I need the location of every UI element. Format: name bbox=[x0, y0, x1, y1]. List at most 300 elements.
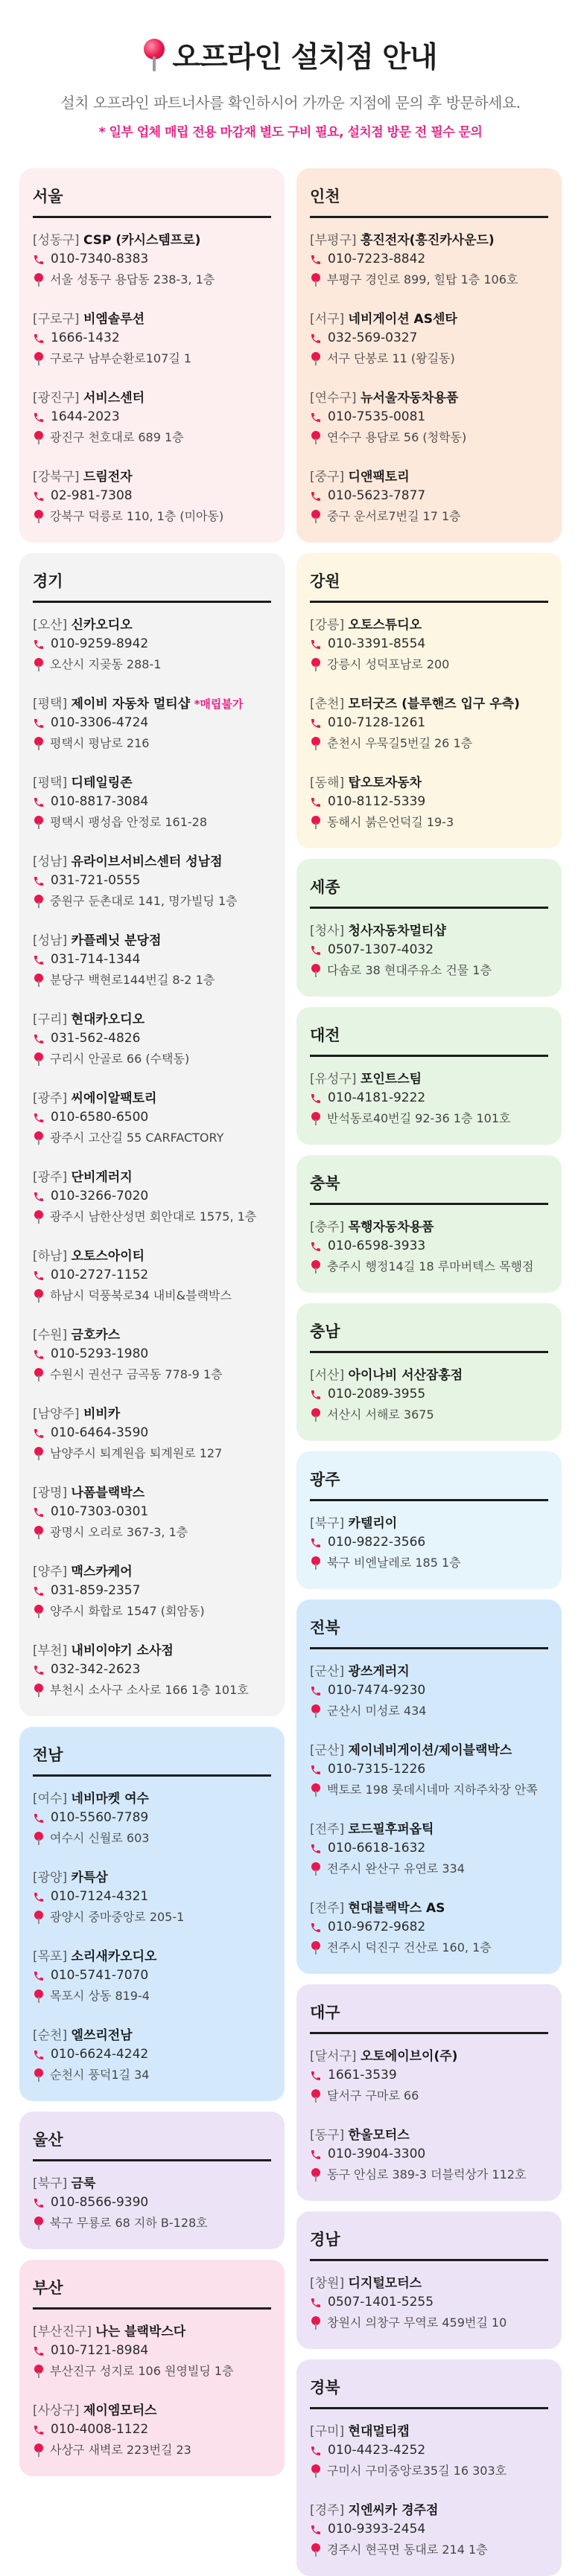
store-phone-line bbox=[33, 2045, 271, 2065]
store-entry bbox=[310, 2048, 548, 2106]
store-name: 현대블랙박스 AS bbox=[348, 1901, 445, 1916]
store-phone[interactable]: 010-6624-4242 bbox=[51, 2047, 149, 2062]
store-entry bbox=[33, 1326, 271, 1384]
store-phone[interactable]: 031-859-2357 bbox=[51, 1583, 141, 1598]
store-phone-line bbox=[310, 634, 548, 654]
phone-icon bbox=[33, 1664, 45, 1676]
store-name-line bbox=[310, 695, 548, 713]
map-pin-icon bbox=[311, 2167, 321, 2182]
store-entry bbox=[33, 389, 271, 447]
store-address: 백토로 198 롯데시네마 지하주차장 안쪽 bbox=[327, 1783, 538, 1797]
store-address-line bbox=[310, 506, 548, 526]
store-phone-line bbox=[310, 328, 548, 348]
map-pin-icon bbox=[34, 894, 44, 909]
store-phone[interactable]: 02-981-7308 bbox=[51, 488, 133, 503]
store-address-line bbox=[33, 1986, 271, 2006]
region-card bbox=[296, 1599, 562, 1974]
store-address: 북구 비엔날레로 185 1층 bbox=[327, 1556, 461, 1570]
phone-icon bbox=[310, 1241, 322, 1253]
store-entry bbox=[33, 2027, 271, 2085]
store-address: 광명시 오리로 367-3, 1층 bbox=[50, 1525, 188, 1539]
store-name-line bbox=[33, 468, 271, 486]
map-pin-icon bbox=[34, 2443, 44, 2458]
store-phone[interactable]: 010-7303-0301 bbox=[51, 1504, 149, 1519]
store-phone[interactable]: 010-3306-4724 bbox=[51, 715, 149, 730]
store-area: [하남] bbox=[33, 1249, 68, 1264]
store-name: 오토에이브이(주) bbox=[360, 2049, 458, 2064]
map-pin-icon bbox=[311, 736, 321, 751]
store-address: 경주시 현곡면 동대로 214 1층 bbox=[327, 2543, 488, 2557]
store-entry bbox=[310, 1367, 548, 1425]
store-name-line bbox=[310, 468, 548, 486]
store-phone-line bbox=[33, 1344, 271, 1364]
store-phone[interactable]: 010-7121-8984 bbox=[51, 2343, 149, 2358]
store-phone-line bbox=[33, 1108, 271, 1128]
store-phone-line bbox=[310, 2292, 548, 2313]
map-pin-icon bbox=[311, 1861, 321, 1876]
store-entry bbox=[33, 853, 271, 911]
store-area: [양주] bbox=[33, 1565, 68, 1579]
store-phone[interactable]: 010-6618-1632 bbox=[328, 1841, 426, 1856]
map-pin-icon bbox=[34, 430, 44, 445]
store-address-line bbox=[310, 654, 548, 674]
region-card bbox=[296, 859, 562, 997]
store-entry bbox=[33, 695, 271, 753]
store-address: 북구 무룡로 68 지하 B-128호 bbox=[50, 2216, 208, 2230]
store-area: [구로구] bbox=[33, 312, 80, 327]
store-name: 오토스아이티 bbox=[71, 1249, 145, 1264]
store-address-line bbox=[33, 1907, 271, 1927]
map-pin-icon bbox=[311, 2315, 321, 2330]
store-address: 여수시 신월로 603 bbox=[50, 1831, 150, 1845]
store-phone[interactable]: 010-5623-7877 bbox=[328, 488, 426, 503]
store-phone-line bbox=[33, 2420, 271, 2440]
store-name-line bbox=[33, 616, 271, 634]
store-name: 비엠솔루션 bbox=[83, 312, 145, 327]
store-address-line bbox=[33, 1601, 271, 1621]
map-pin-icon bbox=[311, 657, 321, 672]
phone-icon bbox=[33, 1970, 45, 1982]
map-pin-icon bbox=[311, 815, 321, 830]
store-address: 양주시 화합로 1547 (회암동) bbox=[50, 1604, 205, 1618]
store-address-line bbox=[33, 348, 271, 368]
store-phone-line bbox=[310, 1760, 548, 1780]
phone-icon bbox=[33, 1891, 45, 1903]
map-pin-icon bbox=[34, 1288, 44, 1303]
store-area: [강릉] bbox=[310, 618, 345, 633]
store-name-line bbox=[33, 1563, 271, 1581]
region-title: 서울 bbox=[33, 185, 271, 218]
store-name-line bbox=[310, 616, 548, 634]
store-address-line bbox=[33, 812, 271, 832]
region-card bbox=[296, 1303, 562, 1441]
store-area: [목포] bbox=[33, 1949, 68, 1964]
store-name-line bbox=[310, 2275, 548, 2292]
store-address: 중구 운서로7번길 17 1층 bbox=[327, 509, 461, 523]
store-address-line bbox=[310, 1780, 548, 1800]
store-phone[interactable]: 031-562-4826 bbox=[51, 1031, 141, 1046]
store-name: 제이네비게이션/제이블랙박스 bbox=[348, 1743, 512, 1758]
store-address-line bbox=[310, 812, 548, 832]
phone-icon bbox=[33, 639, 45, 651]
store-phone-line bbox=[33, 713, 271, 733]
store-phone-line bbox=[33, 1808, 271, 1828]
store-phone[interactable]: 032-342-2623 bbox=[51, 1662, 141, 1677]
store-name: 서비스센터 bbox=[83, 391, 145, 406]
store-name: 드림전자 bbox=[83, 470, 133, 485]
store-area: [유성구] bbox=[310, 1072, 357, 1087]
map-pin-icon bbox=[311, 1556, 321, 1570]
store-phone[interactable]: 0507-1401-5255 bbox=[328, 2295, 434, 2310]
store-address-line bbox=[33, 1285, 271, 1305]
store-phone[interactable]: 010-9672-9682 bbox=[328, 1920, 426, 1934]
phone-icon bbox=[33, 412, 45, 424]
store-entry bbox=[310, 774, 548, 832]
phone-icon bbox=[310, 1537, 322, 1549]
phone-icon bbox=[310, 717, 322, 729]
store-address-line bbox=[33, 2065, 271, 2085]
store-name: 흥진전자(흥진카사운드) bbox=[360, 233, 495, 248]
phone-icon bbox=[310, 1843, 322, 1855]
store-entry bbox=[310, 389, 548, 447]
store-phone-line bbox=[310, 940, 548, 960]
store-name: 목행자동차용품 bbox=[348, 1220, 434, 1235]
store-area: [성동구] bbox=[33, 233, 80, 248]
store-phone[interactable]: 010-4008-1122 bbox=[51, 2422, 149, 2437]
header bbox=[0, 34, 581, 140]
map-pin-icon bbox=[34, 1367, 44, 1382]
phone-icon bbox=[310, 1922, 322, 1934]
phone-icon bbox=[310, 639, 322, 651]
store-name: 네비마켓 여수 bbox=[71, 1792, 149, 1806]
region-title: 경기 bbox=[33, 569, 271, 603]
map-pin-icon bbox=[34, 1131, 44, 1145]
store-address: 강릉시 성덕포남로 200 bbox=[327, 657, 450, 671]
store-phone[interactable]: 010-3904-3300 bbox=[328, 2147, 426, 2161]
store-phone[interactable]: 010-6580-6500 bbox=[51, 1110, 149, 1125]
store-phone[interactable]: 010-9259-8942 bbox=[51, 636, 149, 651]
store-area: [군산] bbox=[310, 1743, 345, 1758]
store-entry bbox=[310, 695, 548, 753]
store-phone[interactable]: 010-7223-8842 bbox=[328, 252, 426, 266]
store-phone[interactable]: 1644-2023 bbox=[51, 409, 120, 424]
region-title: 전북 bbox=[310, 1616, 548, 1649]
store-name-line bbox=[33, 2027, 271, 2045]
store-phone[interactable]: 010-7128-1261 bbox=[328, 715, 426, 730]
store-area: [광주] bbox=[33, 1170, 68, 1185]
store-address-line bbox=[310, 1937, 548, 1957]
store-entry bbox=[33, 1869, 271, 1927]
store-name: 카텔리이 bbox=[348, 1516, 398, 1531]
store-name-line bbox=[33, 1790, 271, 1808]
store-phone[interactable]: 010-9822-3566 bbox=[328, 1535, 426, 1550]
store-address-line bbox=[310, 269, 548, 290]
store-name-line bbox=[33, 1169, 271, 1186]
store-name-line bbox=[33, 1326, 271, 1344]
region-title: 경남 bbox=[310, 2228, 548, 2261]
store-name: 청사자동차멀티샵 bbox=[348, 924, 446, 939]
store-address: 전주시 덕진구 건산로 160, 1층 bbox=[327, 1940, 492, 1955]
store-phone-line bbox=[33, 792, 271, 812]
store-phone[interactable]: 010-6464-3590 bbox=[51, 1425, 149, 1440]
map-pin-icon bbox=[34, 657, 44, 672]
store-address: 부평구 경인로 899, 힐탑 1층 106호 bbox=[327, 272, 518, 287]
store-name-line bbox=[33, 2402, 271, 2420]
store-phone[interactable]: 010-3266-7020 bbox=[51, 1189, 149, 1204]
page-subtitle: 설치 오프라인 파트너사를 확인하시어 가까운 지점에 문의 후 방문하세요. bbox=[60, 94, 521, 112]
store-address: 동해시 붉은언덕길 19-3 bbox=[327, 815, 454, 829]
store-phone-line bbox=[310, 1533, 548, 1553]
store-name: 디지털모터스 bbox=[348, 2276, 422, 2291]
map-pin-icon bbox=[311, 1111, 321, 1126]
store-name-line bbox=[310, 310, 548, 328]
store-phone[interactable]: 010-3391-8554 bbox=[328, 636, 426, 651]
store-address-line bbox=[310, 960, 548, 980]
store-phone[interactable]: 010-7535-0081 bbox=[328, 409, 426, 424]
store-entry bbox=[33, 2323, 271, 2381]
phone-icon bbox=[310, 2149, 322, 2161]
store-name: 유라이브서비스센터 성남점 bbox=[71, 854, 223, 869]
store-phone-line bbox=[33, 1581, 271, 1601]
store-address: 동구 안심로 389-3 더블럭상가 112호 bbox=[327, 2167, 527, 2182]
store-entry bbox=[310, 616, 548, 674]
store-name-line bbox=[310, 1070, 548, 1088]
region-card bbox=[19, 553, 285, 1716]
map-pin-icon bbox=[34, 1209, 44, 1224]
store-area: [남양주] bbox=[33, 1407, 80, 1422]
store-phone[interactable]: 010-8112-5339 bbox=[328, 794, 426, 809]
store-area: [부산진구] bbox=[33, 2324, 92, 2339]
store-name: 포인트스팀 bbox=[360, 1072, 422, 1087]
store-address-line bbox=[310, 2086, 548, 2106]
store-address: 춘천시 우묵길5번길 26 1층 bbox=[327, 736, 473, 750]
store-name-line bbox=[33, 1247, 271, 1265]
store-entry bbox=[310, 2502, 548, 2560]
map-pin-icon bbox=[34, 1831, 44, 1846]
store-entry bbox=[33, 310, 271, 368]
store-name-line bbox=[33, 1948, 271, 1966]
phone-icon bbox=[33, 2049, 45, 2061]
store-phone[interactable]: 010-8566-9390 bbox=[51, 2195, 149, 2210]
map-pin-icon bbox=[311, 1259, 321, 1274]
store-phone-line bbox=[310, 1681, 548, 1701]
map-pin-icon bbox=[34, 1052, 44, 1067]
pushpin-icon bbox=[144, 39, 165, 71]
phone-icon bbox=[33, 717, 45, 729]
store-phone[interactable]: 010-7474-9230 bbox=[328, 1683, 426, 1698]
store-phone-line bbox=[33, 1887, 271, 1907]
store-phone[interactable]: 010-5560-7789 bbox=[51, 1810, 149, 1825]
store-address: 평택시 팽성읍 안정로 161-28 bbox=[50, 815, 208, 829]
store-address-line bbox=[310, 348, 548, 368]
store-address: 하남시 덕풍북로34 내비&블랙박스 bbox=[50, 1288, 232, 1303]
store-area: [성남] bbox=[33, 854, 68, 869]
store-area: [평택] bbox=[33, 776, 68, 790]
store-name: 제이비 자동차 멀티샵 bbox=[71, 697, 191, 712]
store-area: [군산] bbox=[310, 1664, 345, 1679]
store-name-line bbox=[310, 2423, 548, 2441]
store-name-line bbox=[33, 389, 271, 407]
store-phone[interactable]: 010-9393-2454 bbox=[328, 2522, 426, 2537]
region-title: 경북 bbox=[310, 2376, 548, 2409]
store-address-line bbox=[310, 733, 548, 753]
store-phone[interactable]: 010-5293-1980 bbox=[51, 1346, 149, 1361]
phone-icon bbox=[33, 875, 45, 887]
store-area: [동해] bbox=[310, 776, 345, 790]
store-area: [구리] bbox=[33, 1012, 68, 1027]
store-area: [부천] bbox=[33, 1643, 68, 1658]
store-name-line bbox=[33, 695, 271, 713]
phone-icon bbox=[33, 1812, 45, 1824]
store-area: [춘천] bbox=[310, 697, 345, 712]
store-flag: *매립불가 bbox=[194, 697, 244, 711]
store-entry bbox=[310, 1899, 548, 1957]
store-name-line bbox=[310, 774, 548, 792]
phone-icon bbox=[310, 2524, 322, 2536]
page-title-text: 오프라인 설치점 안내 bbox=[172, 41, 437, 74]
store-area: [구미] bbox=[310, 2424, 345, 2439]
store-address-line bbox=[310, 1859, 548, 1879]
store-area: [광진구] bbox=[33, 391, 80, 406]
store-entry bbox=[33, 1484, 271, 1542]
store-phone[interactable]: 010-5741-7070 bbox=[51, 1968, 149, 1983]
store-entry bbox=[33, 1247, 271, 1305]
region-title: 대전 bbox=[310, 1023, 548, 1057]
store-name: 내비이야기 소사점 bbox=[71, 1643, 174, 1658]
phone-icon bbox=[33, 1585, 45, 1597]
store-address: 전주시 완산구 유연로 334 bbox=[327, 1861, 465, 1876]
store-entry bbox=[33, 231, 271, 290]
region-card bbox=[296, 2359, 562, 2576]
store-address-line bbox=[310, 427, 548, 447]
store-name: 카플레닛 분당점 bbox=[71, 933, 162, 948]
store-name: 탑오토자동차 bbox=[348, 776, 422, 790]
store-phone[interactable]: 010-7124-4321 bbox=[51, 1889, 149, 1904]
phone-icon bbox=[310, 1685, 322, 1697]
store-address-line bbox=[33, 1680, 271, 1700]
store-name-line bbox=[310, 1742, 548, 1760]
store-phone[interactable]: 1661-3539 bbox=[328, 2068, 397, 2083]
phone-icon bbox=[310, 796, 322, 808]
store-address: 분당구 백현로144번길 8-2 1층 bbox=[50, 973, 215, 987]
store-entry bbox=[310, 231, 548, 290]
store-phone-line bbox=[33, 1660, 271, 1680]
store-address-line bbox=[33, 2361, 271, 2381]
store-phone-line bbox=[310, 407, 548, 427]
store-name: 광쓰게러지 bbox=[348, 1664, 410, 1679]
store-address-line bbox=[33, 1828, 271, 1848]
phone-icon bbox=[310, 490, 322, 502]
store-area: [강북구] bbox=[33, 470, 80, 485]
store-phone-line bbox=[310, 792, 548, 812]
store-entry bbox=[310, 1070, 548, 1128]
store-phone[interactable]: 0507-1307-4032 bbox=[328, 942, 434, 957]
store-name: 단비게러지 bbox=[71, 1170, 133, 1185]
store-name: 네비게이션 AS센타 bbox=[348, 312, 457, 327]
phone-icon bbox=[33, 1112, 45, 1124]
map-pin-icon bbox=[34, 1910, 44, 1925]
store-phone[interactable]: 010-2089-3955 bbox=[328, 1387, 426, 1402]
store-phone[interactable]: 031-721-0555 bbox=[51, 873, 141, 888]
phone-icon bbox=[33, 1191, 45, 1203]
store-name-line bbox=[310, 922, 548, 940]
store-phone[interactable]: 1666-1432 bbox=[51, 330, 120, 345]
store-area: [사상구] bbox=[33, 2403, 80, 2418]
store-phone[interactable]: 010-8817-3084 bbox=[51, 794, 149, 809]
phone-icon bbox=[310, 254, 322, 266]
store-name-line bbox=[33, 1090, 271, 1108]
store-address: 구로구 남부순환로107길 1 bbox=[50, 351, 191, 365]
phone-icon bbox=[33, 2345, 45, 2357]
store-name-line bbox=[310, 1663, 548, 1681]
store-phone[interactable]: 010-2727-1152 bbox=[51, 1268, 149, 1282]
phone-icon bbox=[310, 333, 322, 345]
store-name: 뉴서울자동차용품 bbox=[360, 391, 459, 406]
page-title bbox=[0, 34, 581, 76]
region-card bbox=[296, 2211, 562, 2349]
phone-icon bbox=[33, 2197, 45, 2209]
store-address-line bbox=[33, 2213, 271, 2233]
store-address: 광진구 천호대로 689 1층 bbox=[50, 430, 184, 444]
store-address-line bbox=[33, 733, 271, 753]
phone-icon bbox=[33, 796, 45, 808]
store-phone[interactable]: 010-4423-4252 bbox=[328, 2443, 426, 2458]
store-phone[interactable]: 032-569-0327 bbox=[328, 330, 418, 345]
store-area: [중구] bbox=[310, 470, 345, 485]
store-phone[interactable]: 010-7315-1226 bbox=[328, 1762, 426, 1777]
store-phone-line bbox=[310, 713, 548, 733]
store-entry bbox=[33, 932, 271, 990]
store-address-line bbox=[33, 269, 271, 290]
map-pin-icon bbox=[34, 351, 44, 366]
phone-icon bbox=[33, 954, 45, 966]
store-area: [동구] bbox=[310, 2128, 345, 2143]
store-address: 부산진구 성지로 106 원영빌딩 1층 bbox=[50, 2364, 234, 2378]
store-address: 남양주시 퇴계원읍 퇴계원로 127 bbox=[50, 1446, 223, 1460]
store-name-line bbox=[33, 774, 271, 792]
store-address: 사상구 새벽로 223번길 23 bbox=[50, 2443, 191, 2457]
store-phone[interactable]: 010-6598-3933 bbox=[328, 1239, 426, 1253]
store-area: [광명] bbox=[33, 1486, 68, 1500]
region-title: 부산 bbox=[33, 2276, 271, 2310]
store-area: [성남] bbox=[33, 933, 68, 948]
region-card bbox=[296, 1451, 562, 1589]
store-entry bbox=[310, 2423, 548, 2481]
store-address: 광양시 중마중앙로 205-1 bbox=[50, 1910, 185, 1924]
store-area: [서구] bbox=[310, 312, 345, 327]
store-address: 창원시 의창구 무역로 459번길 10 bbox=[327, 2315, 507, 2330]
store-address: 광주시 고산길 55 CARFACTORY bbox=[50, 1131, 224, 1145]
store-address: 목포시 상동 819-4 bbox=[50, 1989, 150, 2003]
store-phone[interactable]: 031-714-1344 bbox=[51, 952, 141, 967]
store-phone-line bbox=[33, 950, 271, 970]
store-name-line bbox=[310, 1218, 548, 1236]
store-entry bbox=[33, 468, 271, 526]
store-area: [오산] bbox=[33, 618, 68, 633]
store-area: [수원] bbox=[33, 1328, 68, 1343]
store-phone[interactable]: 010-4181-9222 bbox=[328, 1090, 426, 1105]
region-card bbox=[19, 1727, 285, 2101]
store-entry bbox=[33, 616, 271, 674]
store-phone[interactable]: 010-7340-8383 bbox=[51, 252, 149, 266]
store-address-line bbox=[33, 891, 271, 911]
phone-icon bbox=[33, 2424, 45, 2436]
store-name: 금룩 bbox=[71, 2176, 96, 2191]
store-phone-line bbox=[33, 1029, 271, 1049]
store-phone-line bbox=[310, 2065, 548, 2086]
phone-icon bbox=[33, 1270, 45, 1282]
store-name: 금호카스 bbox=[71, 1328, 121, 1343]
